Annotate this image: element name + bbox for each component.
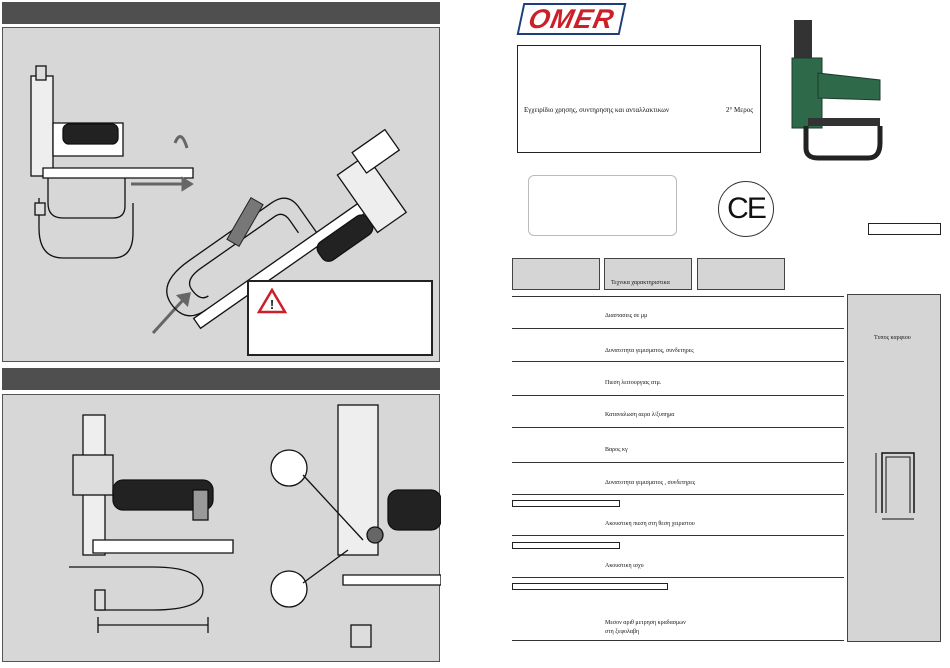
warning-icon — [257, 288, 287, 314]
svg-text:!: ! — [269, 297, 275, 312]
omer-logo: OMER — [517, 3, 627, 35]
spec-divider — [512, 462, 844, 463]
spec-divider — [512, 395, 844, 396]
figure-panel-2 — [2, 394, 440, 662]
spec-divider — [512, 577, 844, 578]
tab-technical-specs[interactable]: Τεχνικα χαρακτηριστικα — [604, 258, 692, 290]
manual-title: Εγχειρίδιο χρησης, συντηρησης και ανταλλακτικων — [524, 106, 670, 114]
blank-field — [512, 500, 620, 507]
spec-pressure: Πιεση λειτουργιας ατμ. — [605, 380, 662, 386]
spec-weight: Βαρος κγ — [605, 447, 628, 453]
figure-panel-1 — [2, 27, 440, 362]
staple-type-label: Τυπος καρφιου — [874, 335, 911, 341]
spec-divider — [512, 427, 844, 428]
spec-air-consumption: Καταναλωση αερα λ/ξυπημα — [605, 412, 675, 418]
spec-sound-pressure: Ακουστικη πιεση στη θεση χειριστου — [605, 521, 695, 527]
blank-field — [512, 583, 668, 590]
small-outline-box — [868, 223, 941, 235]
manual-part: 2° Μερος — [726, 106, 753, 114]
stapler-photo — [788, 18, 888, 168]
section-header-2 — [2, 368, 440, 390]
blank-field — [512, 542, 620, 549]
stapler-front-diagram — [3, 395, 441, 663]
spec-divider — [512, 535, 844, 536]
spec-capacity-2: Δυνατοτητα γεμισματος , συνδετηρες — [605, 480, 696, 486]
ce-mark: CE — [718, 181, 774, 237]
tab-3[interactable] — [697, 258, 785, 290]
staple-type-panel — [847, 294, 941, 642]
tab-1[interactable] — [512, 258, 600, 290]
staple-diagram — [874, 443, 924, 523]
spec-sound-power: Ακουστικη ισχυ — [605, 563, 644, 569]
blank-rounded-box — [528, 175, 677, 236]
warning-box — [247, 280, 433, 356]
spec-vibration: Μεσον αριθ μετρηση κραδασμων στη ξεφολαβη — [605, 620, 686, 635]
spec-divider — [512, 640, 844, 641]
spec-capacity: Δυνατοτητα γεμισματος, συνδετηρες — [605, 348, 694, 354]
spec-divider — [512, 494, 844, 495]
manual-title-box — [517, 45, 761, 153]
spec-divider — [512, 328, 844, 329]
spec-divider — [512, 296, 844, 297]
section-header-1 — [2, 2, 440, 24]
spec-dimensions: Διαστασεις σε μμ — [605, 313, 648, 319]
spec-divider — [512, 361, 844, 362]
